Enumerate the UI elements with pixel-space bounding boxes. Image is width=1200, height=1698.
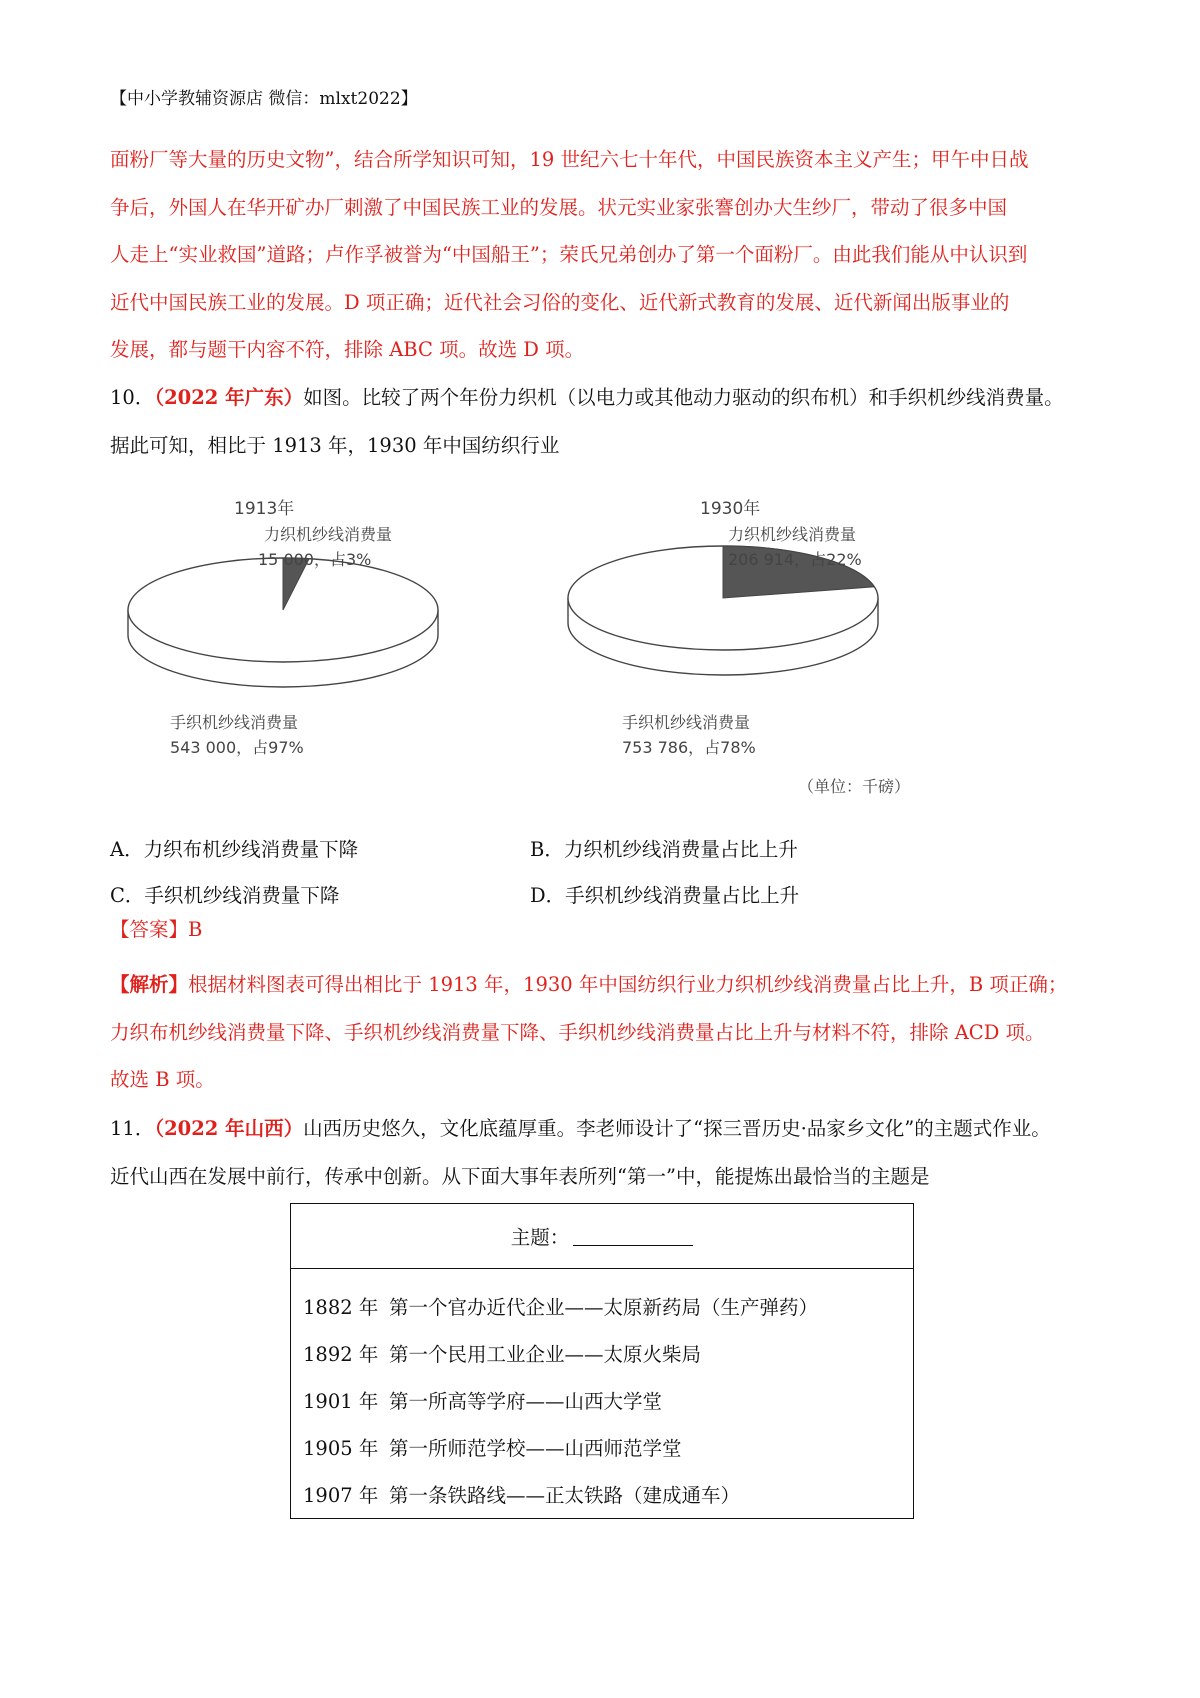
question-10-stem bbox=[110, 374, 1100, 469]
explanation-line: 人走上“实业救国”道路；卢作孚被誉为“中国船王”；荣氏兄弟创办了第一个面粉厂。由此我们能从中认识到 bbox=[110, 243, 1028, 266]
explanation-line: 近代中国民族工业的发展。D 项正确；近代社会习俗的变化、近代新式教育的发展、近代新闻出版事业的 bbox=[110, 290, 1010, 314]
slice-value-label: 15 000，占3% bbox=[258, 550, 372, 569]
option-a[interactable]: A．力织布机纱线消费量下降 bbox=[110, 838, 359, 861]
table-row bbox=[303, 1433, 682, 1461]
analysis-line: 故选 B 项。 bbox=[110, 1068, 215, 1091]
table-row bbox=[303, 1386, 662, 1414]
explanation-line: 面粉厂等大量的历史文物”，结合所学知识可知，19 世纪六七十年代，中国民族资本主义产生；甲午中日战 bbox=[110, 148, 1029, 171]
row-year: 1905 年 bbox=[303, 1437, 379, 1460]
question-number: 10． bbox=[110, 386, 155, 409]
row-year: 1892 年 bbox=[303, 1343, 379, 1366]
analysis-line: 力织布机纱线消费量下降、手织机纱线消费量下降、手织机纱线消费量占比上升与材料不符，排除 ACD 项。 bbox=[110, 1020, 1045, 1044]
table-row bbox=[303, 1339, 701, 1367]
option-d[interactable]: D．手织机纱线消费量占比上升 bbox=[530, 884, 800, 907]
question-11-stem bbox=[110, 1105, 1100, 1200]
previous-explanation bbox=[110, 136, 1100, 374]
slice-label: 手织机纱线消费量 bbox=[622, 713, 751, 732]
pie-charts-figure bbox=[118, 490, 998, 820]
chart-unit-label: （单位：千磅） bbox=[798, 777, 911, 796]
slice-label: 手织机纱线消费量 bbox=[170, 713, 299, 732]
question-10-analysis bbox=[110, 961, 1100, 1104]
slice-label: 力织机纱线消费量 bbox=[728, 525, 857, 544]
slice-value-label: 543 000，占97% bbox=[170, 738, 304, 757]
timeline-table bbox=[290, 1203, 914, 1519]
row-event: 第一条铁路线——正太铁路（建成通车） bbox=[389, 1484, 741, 1507]
pie-chart-1913 bbox=[128, 498, 438, 757]
question-text: 近代山西在发展中前行，传承中创新。从下面大事年表所列“第一”中，能提炼出最恰当的主题是 bbox=[110, 1164, 930, 1188]
row-year: 1901 年 bbox=[303, 1390, 379, 1413]
page-header: 【中小学教辅资源店 微信：mlxt2022】 bbox=[110, 89, 418, 109]
row-event: 第一个官办近代企业——太原新药局（生产弹药） bbox=[389, 1296, 819, 1319]
row-year: 1907 年 bbox=[303, 1484, 379, 1507]
table-row bbox=[303, 1480, 740, 1508]
option-c[interactable]: C．手织机纱线消费量下降 bbox=[110, 884, 340, 907]
question-text: 据此可知，相比于 1913 年，1930 年中国纺织行业 bbox=[110, 433, 560, 457]
question-text: 山西历史悠久，文化底蕴厚重。李老师设计了“探三晋历史·品家乡文化”的主题式作业。 bbox=[303, 1117, 1051, 1140]
question-source: （2022 年广东） bbox=[154, 386, 304, 409]
table-header bbox=[291, 1204, 913, 1269]
analysis-line: 根据材料图表可得出相比于 1913 年，1930 年中国纺织行业力织机纱线消费量占比上升，B 项正确； bbox=[188, 973, 1068, 996]
theme-label: 主题： bbox=[510, 1226, 570, 1249]
row-event: 第一所师范学校——山西师范学堂 bbox=[389, 1437, 682, 1460]
answer-line: 【答案】B bbox=[110, 918, 203, 941]
slice-value-label: 206 914，占22% bbox=[728, 550, 862, 569]
theme-blank[interactable] bbox=[573, 1227, 693, 1246]
chart-title: 1913年 bbox=[234, 499, 295, 519]
slice-label: 力织机纱线消费量 bbox=[264, 525, 393, 544]
explanation-line: 争后，外国人在华开矿办厂刺激了中国民族工业的发展。状元实业家张謇创办大生纱厂，带动了很多中国 bbox=[110, 195, 1008, 219]
question-number: 11． bbox=[110, 1117, 155, 1140]
question-text: 如图。比较了两个年份力织机（以电力或其他动力驱动的织布机）和手织机纱线消费量。 bbox=[303, 386, 1064, 409]
option-b[interactable]: B．力织机纱线消费量占比上升 bbox=[530, 838, 798, 861]
pie-chart-1930 bbox=[568, 498, 910, 796]
explanation-line: 发展，都与题干内容不符，排除 ABC 项。故选 D 项。 bbox=[110, 338, 585, 361]
table-row bbox=[303, 1292, 818, 1320]
row-event: 第一所高等学府——山西大学堂 bbox=[389, 1390, 663, 1413]
slice-value-label: 753 786，占78% bbox=[622, 738, 756, 757]
analysis-tag: 【解析】 bbox=[110, 973, 189, 996]
row-year: 1882 年 bbox=[303, 1296, 379, 1319]
row-event: 第一个民用工业企业——太原火柴局 bbox=[389, 1343, 702, 1366]
question-source: （2022 年山西） bbox=[154, 1117, 304, 1140]
chart-title: 1930年 bbox=[700, 499, 761, 519]
